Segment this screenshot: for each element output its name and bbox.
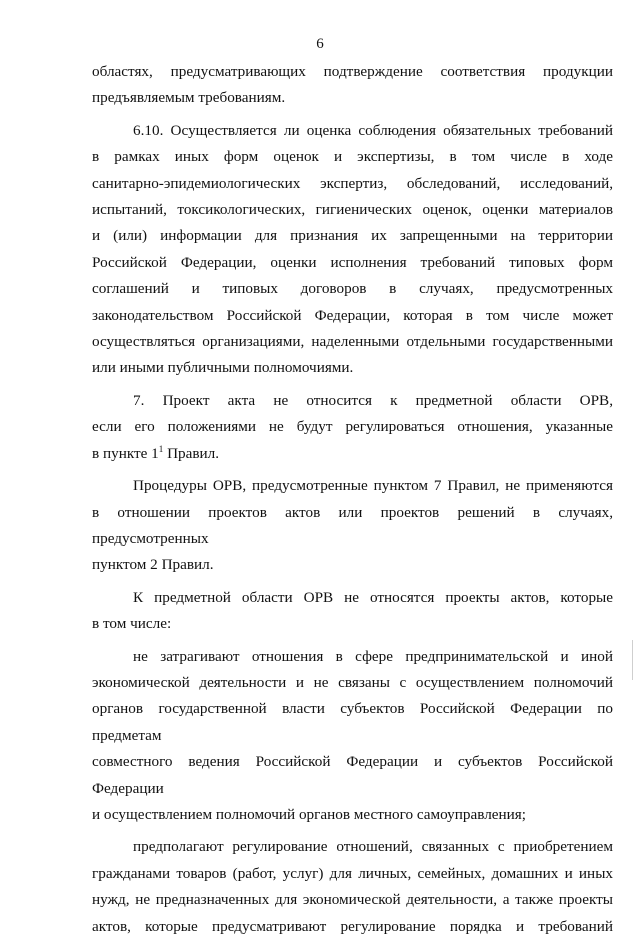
text-line: в рамках иных форм оценок и экспертизы, в том числе в ходе xyxy=(92,148,613,166)
text-line: актов, которые предусматривают регулирование порядка и требований xyxy=(92,917,613,935)
scan-edge-mark xyxy=(632,640,633,680)
text-line: нужд, не предназначенных для экономической деятельности, а также проекты xyxy=(92,891,613,909)
text-fragment: в пункте 1 xyxy=(92,444,159,462)
paragraph xyxy=(92,585,613,638)
text-line: гражданами товаров (работ, услуг) для личных, семейных, домашних и иных xyxy=(92,864,613,882)
text-line: К предметной области ОРВ не относятся проекты актов, которые xyxy=(133,588,613,606)
paragraph xyxy=(92,388,613,467)
document-body xyxy=(92,59,613,946)
page-number: 6 xyxy=(316,36,324,52)
text-line: областях, предусматривающих подтверждение соответствия продукции xyxy=(92,63,613,80)
text-line: в том числе: xyxy=(92,615,172,633)
text-line: 6.10. Осуществляется ли оценка соблюдения обязательных требований xyxy=(133,121,613,139)
text-line: экономической деятельности и не связаны с осуществлением полномочий xyxy=(92,673,613,691)
text-line: предъявляемым требованиям. xyxy=(92,89,286,107)
text-line: законодательством Российской Федерации, которая в том числе может xyxy=(92,306,613,324)
text-line: Процедуры ОРВ, предусмотренные пунктом 7 Правил, не применяются xyxy=(133,477,613,495)
text-line: предполагают регулирование отношений, связанных с приобретением xyxy=(133,838,613,856)
text-line: и (или) информации для признания их запрещенными на территории xyxy=(92,227,613,245)
text-line: или иными публичными полномочиями. xyxy=(92,359,354,377)
text-line: испытаний, токсикологических, гигиенических оценок, оценки материалов xyxy=(92,201,613,219)
paragraph xyxy=(92,59,613,112)
text-line: органов государственной власти субъектов Российской Федерации по предметам xyxy=(92,700,613,744)
text-line: не затрагивают отношения в сфере предпринимательской и иной xyxy=(133,647,613,665)
footnote-superscript: 1 xyxy=(158,443,164,454)
text-line: если его положениями не будут регулироваться отношения, указанные xyxy=(92,418,613,436)
text-line: Российской Федерации, оценки исполнения требований типовых форм xyxy=(92,253,613,271)
paragraph xyxy=(92,644,613,829)
text-line: пунктом 2 Правил. xyxy=(92,556,214,574)
text-line: совместного ведения Российской Федерации и субъектов Российской Федерации xyxy=(92,753,613,797)
text-fragment: Правил. xyxy=(163,444,220,462)
paragraph xyxy=(92,473,613,579)
text-line: в отношении проектов актов или проектов решений в случаях, предусмотренных xyxy=(92,503,613,547)
text-line: и осуществлением полномочий органов местного самоуправления; xyxy=(92,805,526,823)
paragraph xyxy=(92,118,613,382)
paragraph xyxy=(92,834,613,940)
text-line: соглашений и типовых договоров в случаях, предусмотренных xyxy=(92,280,613,298)
text-line: осуществляться организациями, наделенными отдельными государственными xyxy=(92,333,613,351)
text-line: санитарно-эпидемиологических экспертиз, обследований, исследований, xyxy=(92,174,613,192)
text-line: 7. Проект акта не относится к предметной области ОРВ, xyxy=(133,391,613,409)
text-line xyxy=(92,441,613,467)
